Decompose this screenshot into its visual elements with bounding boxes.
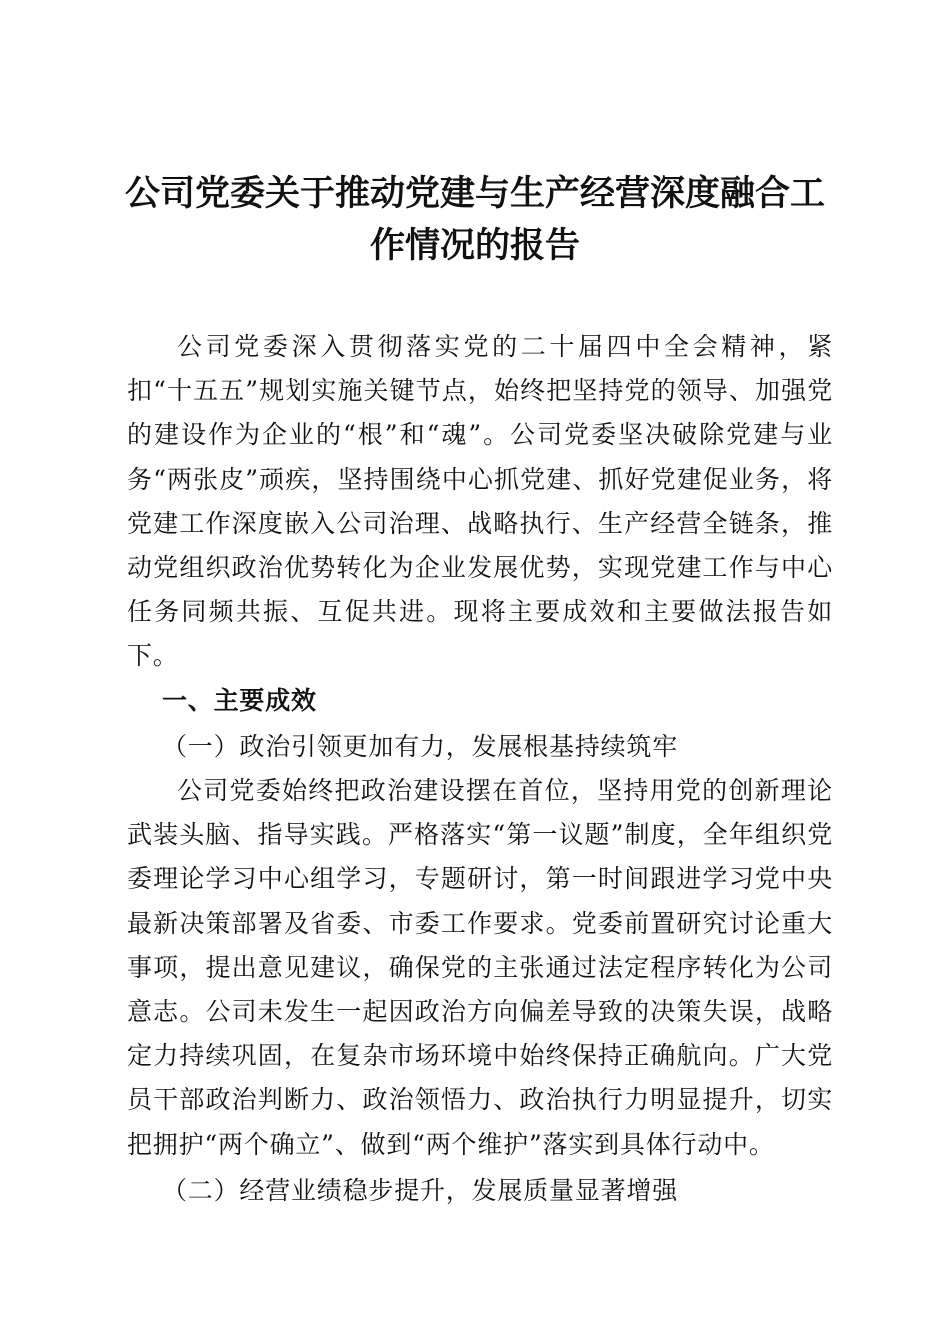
intro-paragraph: 公司党委深入贯彻落实党的二十届四中全会精神，紧扣“十五五”规划实施关键节点，始终把坚持党的领导、加强党的建设作为企业的“根”和“魂”。公司党委坚决破除党建与业务“两张皮”顽疾，坚持围绕中心抓党建、抓好党建促业务，将党建工作深度嵌入公司治理、战略执行、生产经营全链条，推动党组织政治优势转化为企业发展优势，实现党建工作与中心任务同频共振、互促共进。现将主要成效和主要做法报告如下。 (127, 332, 833, 671)
document-title: 公司党委关于推动党建与生产经营深度融合工作情况的报告 (124, 174, 825, 266)
subsection-heading-business-performance: （二）经营业绩稳步提升，发展质量显著增强 (162, 1175, 679, 1205)
document-body (127, 325, 833, 1213)
section-heading-main-results: 一、主要成效 (162, 685, 317, 715)
subsection-paragraph-political-leadership: 公司党委始终把政治建设摆在首位，坚持用党的创新理论武装头脑、指导实践。严格落实“第一议题”制度，全年组织党委理论学习中心组学习，专题研讨，第一时间跟进学习党中央最新决策部署及省委、市委工作要求。党委前置研究讨论重大事项，提出意见建议，确保党的主张通过法定程序转化为公司意志。公司未发生一起因政治方向偏差导致的决策失误，战略定力持续巩固，在复杂市场环境中始终保持正确航向。广大党员干部政治判断力、政治领悟力、政治执行力明显提升，切实把拥护“两个确立”、做到“两个维护”落实到具体行动中。 (127, 776, 833, 1159)
subsection-heading-political-leadership: （一）政治引领更加有力，发展根基持续筑牢 (162, 731, 679, 761)
